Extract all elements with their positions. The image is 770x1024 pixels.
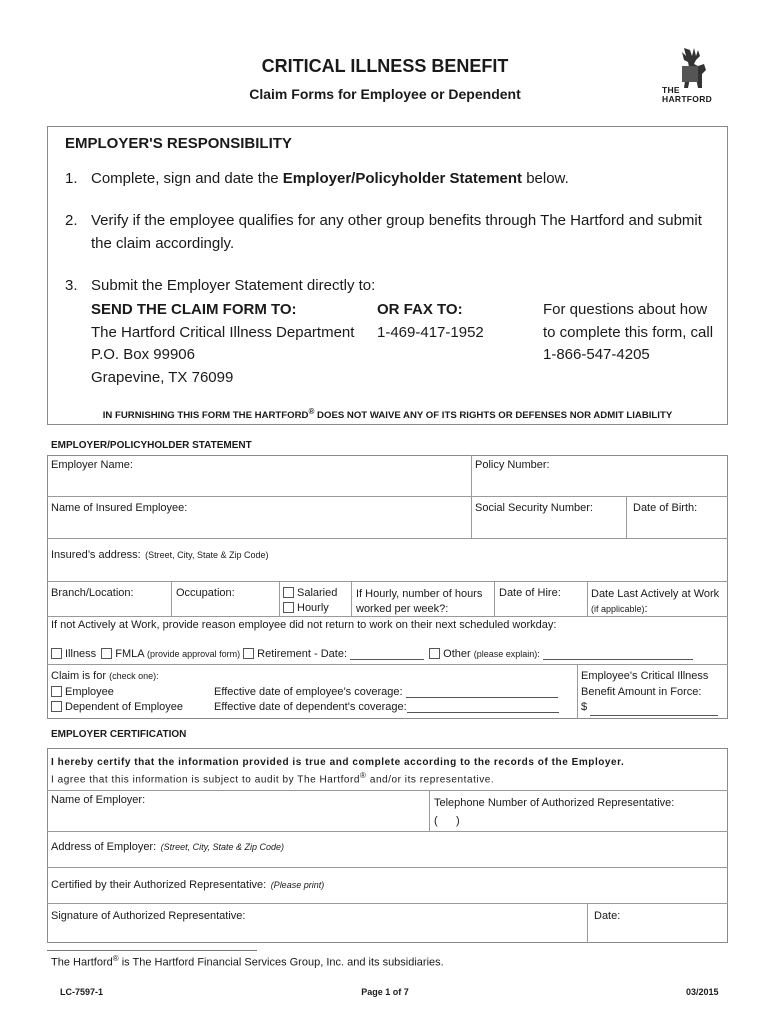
not-at-work-label: If not Actively at Work, provide reason employee did not return to work on their next scheduled workday: <box>51 619 557 631</box>
illness-option[interactable]: Illness <box>51 648 96 660</box>
pay-type-options <box>283 586 337 616</box>
fax-heading: OR FAX TO: <box>377 301 463 318</box>
item-text: Complete, sign and date the <box>91 170 283 187</box>
fax-block <box>377 299 484 344</box>
page-number: Page 1 of 7 <box>361 987 409 997</box>
telephone-field[interactable]: Telephone Number of Authorized Representative: ( ) <box>434 794 674 830</box>
hartford-footnote: The Hartford® is The Hartford Financial Services Group, Inc. and its subsidiaries. <box>51 954 444 969</box>
form-code: LC-7597-1 <box>60 987 104 997</box>
form-subtitle: Claim Forms for Employee or Dependent <box>249 86 521 102</box>
item-number: 3. <box>65 277 78 294</box>
statement-heading: EMPLOYER/POLICYHOLDER STATEMENT <box>51 440 252 451</box>
illness-checkbox[interactable] <box>51 648 62 659</box>
hartford-logo <box>662 44 720 106</box>
insured-address-field[interactable]: Insured’s address: (Street, City, State & Zip Code) <box>51 549 269 561</box>
stag-icon <box>662 44 720 90</box>
hourly-option[interactable]: Hourly <box>283 601 337 616</box>
certification-heading: EMPLOYER CERTIFICATION <box>51 729 187 740</box>
branch-location-field[interactable]: Branch/Location: <box>51 587 134 599</box>
other-checkbox[interactable] <box>429 648 440 659</box>
item-text: Submit the Employer Statement directly to: <box>91 277 376 294</box>
send-address-block <box>91 299 354 389</box>
date-field[interactable]: Date: <box>594 910 621 922</box>
ssn-field[interactable]: Social Security Number: <box>475 502 593 514</box>
item-number: 2. <box>65 212 78 229</box>
claim-dependent-option[interactable]: Dependent of Employee <box>51 701 183 713</box>
send-line: P.O. Box 99906 <box>91 346 195 363</box>
signature-field[interactable]: Signature of Authorized Representative: <box>51 910 246 922</box>
certify-statement: I hereby certify that the information provided is true and complete according to the records of the Employer. <box>51 757 625 768</box>
fmla-checkbox[interactable] <box>101 648 112 659</box>
logo-wordmark: THE HARTFORD <box>662 85 713 104</box>
form-date: 03/2015 <box>686 987 719 997</box>
responsibility-item-1 <box>65 170 569 187</box>
employer-name-field[interactable]: Employer Name: <box>51 459 133 471</box>
fmla-option[interactable]: FMLA (provide approval form) <box>101 648 240 660</box>
phone-area-code[interactable]: ( ) <box>434 815 460 827</box>
item-text: Verify if the employee qualifies for any other group benefits through The Hartford and submit <box>91 212 702 229</box>
questions-line: For questions about how <box>543 301 708 318</box>
send-line: Grapevine, TX 76099 <box>91 368 234 386</box>
date-of-hire-field[interactable]: Date of Hire: <box>499 587 561 599</box>
hours-per-week-field[interactable]: If Hourly, number of hours worked per week?: <box>356 588 483 615</box>
dob-field[interactable]: Date of Birth: <box>633 502 698 514</box>
item-text-bold: Employer/Policyholder Statement <box>282 170 523 187</box>
hourly-checkbox[interactable] <box>283 602 294 613</box>
policy-number-field[interactable]: Policy Number: <box>475 459 550 471</box>
certified-by-field[interactable]: Certified by their Authorized Representative: (Please print) <box>51 879 325 891</box>
responsibility-item-3 <box>65 277 375 294</box>
questions-phone: 1-866-547-4205 <box>543 346 650 363</box>
retirement-date-line[interactable] <box>350 659 424 660</box>
send-heading: SEND THE CLAIM FORM TO: <box>91 301 297 318</box>
audit-statement: I agree that this information is subject to audit by The Hartford® and/or its representative. <box>51 771 495 786</box>
responsibility-item-2 <box>65 209 702 255</box>
claim-employee-checkbox[interactable] <box>51 686 62 697</box>
salaried-checkbox[interactable] <box>283 587 294 598</box>
fax-number: 1-469-417-1952 <box>377 323 484 341</box>
liability-disclaimer: IN FURNISHING THIS FORM THE HARTFORD® DOES NOT WAIVE ANY OF ITS RIGHTS OR DEFENSES NOR ADMIT LIABILITY <box>102 407 673 422</box>
item-text: below. <box>522 170 569 187</box>
retirement-option[interactable]: Retirement - Date: <box>243 648 424 660</box>
retirement-checkbox[interactable] <box>243 648 254 659</box>
form-title: CRITICAL ILLNESS BENEFIT <box>261 56 509 76</box>
questions-block <box>543 299 713 367</box>
occupation-field[interactable]: Occupation: <box>176 587 235 599</box>
last-active-field[interactable]: Date Last Actively at Work (if applicable): <box>591 588 720 615</box>
item-number: 1. <box>65 170 78 187</box>
other-option[interactable]: Other (please explain): <box>429 648 693 660</box>
effective-employee-field[interactable]: Effective date of employee’s coverage: <box>214 686 558 698</box>
insured-employee-field[interactable]: Name of Insured Employee: <box>51 502 188 514</box>
claim-for-label: Claim is for (check one): <box>51 670 159 682</box>
responsibility-heading: EMPLOYER'S RESPONSIBILITY <box>65 135 292 152</box>
name-of-employer-field[interactable]: Name of Employer: <box>51 794 146 806</box>
footnote-divider <box>47 950 257 951</box>
claim-employee-option[interactable]: Employee <box>51 686 114 698</box>
benefit-amount-field[interactable]: Employee's Critical Illness Benefit Amount in Force: $ <box>581 669 718 716</box>
reason-options <box>51 648 693 660</box>
employer-address-field[interactable]: Address of Employer: (Street, City, State & Zip Code) <box>51 841 284 853</box>
effective-dependent-field[interactable]: Effective date of dependent's coverage: <box>214 701 559 713</box>
claim-dependent-checkbox[interactable] <box>51 701 62 712</box>
salaried-option[interactable]: Salaried <box>283 586 337 601</box>
questions-line: to complete this form, call <box>543 323 714 341</box>
send-line: The Hartford Critical Illness Department <box>91 323 355 341</box>
item-text: the claim accordingly. <box>91 235 235 252</box>
other-explain-line[interactable] <box>543 659 693 660</box>
